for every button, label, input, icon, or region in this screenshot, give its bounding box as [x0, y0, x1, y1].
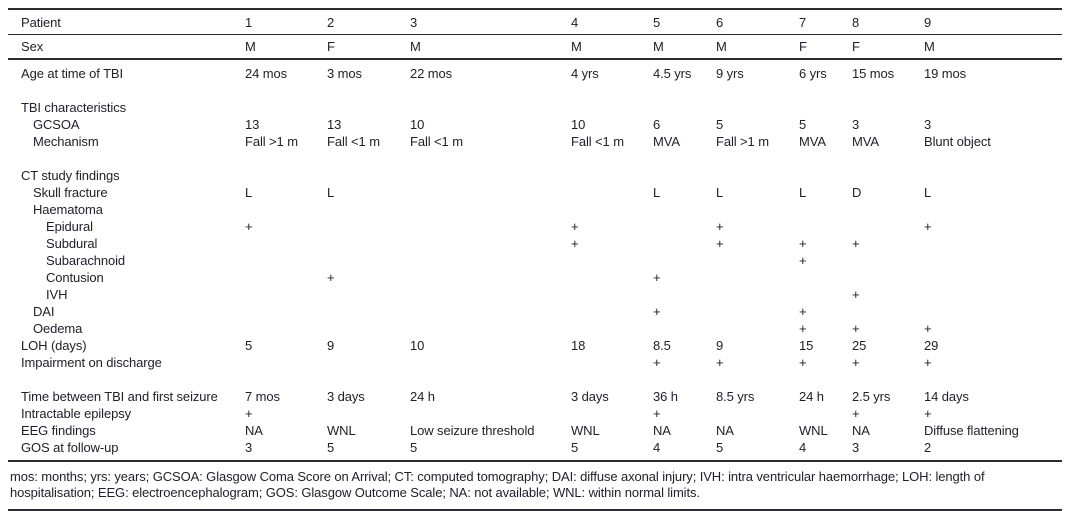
cell-value: [327, 303, 410, 320]
cell-value: +: [852, 236, 860, 251]
cell-value: 4.5 yrs: [653, 66, 692, 81]
table-row: [8, 354, 1062, 371]
cell-value: [653, 99, 716, 116]
cell-value: +: [799, 321, 807, 336]
cell-value: [327, 167, 410, 184]
cell-value: [924, 235, 1062, 252]
cell-value: [716, 167, 799, 184]
table-row: [8, 388, 1062, 405]
cell-value: F: [799, 35, 852, 60]
cell-value: [410, 235, 571, 252]
cell-value: [852, 201, 924, 218]
table-row: [8, 269, 1062, 286]
cell-value: [327, 320, 410, 337]
cell-value: [410, 167, 571, 184]
cell-value: +: [653, 270, 661, 285]
cell-value: [327, 286, 410, 303]
cell-value: [653, 320, 716, 337]
cell-value: [410, 201, 571, 218]
cell-value: [852, 252, 924, 269]
cell-value: 9 yrs: [716, 66, 744, 81]
cell-value: 8.5: [653, 338, 671, 353]
cell-value: +: [924, 355, 932, 370]
row-label: TBI characteristics: [21, 100, 127, 115]
table-body: [8, 59, 1062, 461]
cell-value: F: [852, 35, 924, 60]
cell-value: +: [924, 406, 932, 421]
cell-value: +: [799, 253, 807, 268]
cell-value: [852, 167, 924, 184]
cell-value: 24 h: [410, 389, 435, 404]
row-label: Intractable epilepsy: [21, 406, 132, 421]
cell-value: L: [653, 185, 661, 200]
cell-value: 36 h: [653, 389, 678, 404]
cell-value: M: [653, 35, 716, 60]
cell-value: [716, 269, 799, 286]
row-label: Mechanism: [33, 134, 99, 149]
cell-value: L: [245, 185, 253, 200]
cell-value: [245, 320, 327, 337]
cell-value: 2: [924, 440, 932, 455]
cell-value: 13: [245, 117, 260, 132]
table-row: [8, 439, 1062, 461]
cell-value: Diffuse flattening: [924, 423, 1019, 438]
cell-value: [653, 235, 716, 252]
cell-value: 4 yrs: [571, 66, 599, 81]
table-row: [8, 337, 1062, 354]
cell-value: 3: [410, 9, 571, 35]
table-row: [8, 167, 1062, 184]
table-row: [8, 133, 1062, 150]
row-label: DAI: [33, 304, 55, 319]
cell-value: [716, 405, 799, 422]
cell-value: [245, 99, 327, 116]
cell-value: 3: [852, 117, 860, 132]
cell-value: [653, 167, 716, 184]
row-label: LOH (days): [21, 338, 87, 353]
cell-value: [924, 99, 1062, 116]
cell-value: 8.5 yrs: [716, 389, 755, 404]
cell-value: +: [716, 236, 724, 251]
cell-value: 7: [799, 9, 852, 35]
cell-value: 10: [410, 117, 425, 132]
cell-value: 6: [653, 117, 661, 132]
table-row: [8, 405, 1062, 422]
cell-value: [924, 286, 1062, 303]
cell-value: [327, 218, 410, 235]
cell-value: M: [571, 35, 653, 60]
cell-value: [924, 201, 1062, 218]
cell-value: 2: [327, 9, 410, 35]
cell-value: 5: [245, 338, 253, 353]
cell-value: 1: [245, 9, 327, 35]
cell-value: M: [924, 35, 1062, 60]
cell-value: +: [924, 321, 932, 336]
cell-value: [410, 286, 571, 303]
cell-value: 10: [571, 117, 586, 132]
cell-value: 3 days: [327, 389, 365, 404]
table-row: [8, 35, 1062, 60]
spacer-row: [8, 150, 1062, 167]
cell-value: NA: [716, 423, 734, 438]
cell-value: +: [245, 406, 253, 421]
cell-value: [410, 99, 571, 116]
cell-value: [924, 167, 1062, 184]
cell-value: [571, 303, 653, 320]
cell-value: 18: [571, 338, 586, 353]
cell-value: +: [653, 355, 661, 370]
row-label: IVH: [46, 287, 68, 302]
cell-value: 5: [653, 9, 716, 35]
table-row: [8, 116, 1062, 133]
cell-value: [571, 252, 653, 269]
cell-value: [924, 252, 1062, 269]
cell-value: Blunt object: [924, 134, 991, 149]
cell-value: [571, 167, 653, 184]
cell-value: MVA: [799, 134, 826, 149]
cell-value: Fall <1 m: [327, 134, 380, 149]
cell-value: +: [571, 219, 579, 234]
cell-value: 15: [799, 338, 814, 353]
cell-value: [245, 269, 327, 286]
cell-value: 6: [716, 9, 799, 35]
cell-value: [327, 252, 410, 269]
cell-value: 5: [327, 440, 335, 455]
row-label: Epidural: [46, 219, 93, 234]
cell-value: 5: [571, 440, 579, 455]
cell-value: 3: [924, 117, 932, 132]
row-label: Oedema: [33, 321, 83, 336]
cell-value: [571, 320, 653, 337]
cell-value: [571, 184, 653, 201]
table-row: [8, 218, 1062, 235]
cell-value: [245, 167, 327, 184]
cell-value: [245, 286, 327, 303]
cell-value: 9: [716, 338, 724, 353]
cell-value: [852, 99, 924, 116]
cell-value: [410, 184, 571, 201]
cell-value: 4: [653, 440, 661, 455]
cell-value: MVA: [653, 134, 680, 149]
cell-value: [799, 405, 852, 422]
row-label: Subarachnoid: [46, 253, 126, 268]
cell-value: 6 yrs: [799, 66, 827, 81]
cell-value: 5: [716, 117, 724, 132]
table-row: [8, 286, 1062, 303]
cell-value: 14 days: [924, 389, 969, 404]
patient-table: [8, 8, 1062, 462]
row-label: EEG findings: [21, 423, 96, 438]
cell-value: [571, 269, 653, 286]
spacer-cell: [8, 371, 1062, 388]
table-row: [8, 99, 1062, 116]
cell-value: 4: [571, 9, 653, 35]
cell-value: +: [799, 355, 807, 370]
cell-value: 5: [799, 117, 807, 132]
cell-value: L: [924, 185, 932, 200]
cell-value: [852, 218, 924, 235]
table-row: [8, 252, 1062, 269]
row-label: Skull fracture: [33, 185, 108, 200]
cell-value: 22 mos: [410, 66, 453, 81]
cell-value: 3 mos: [327, 66, 362, 81]
cell-value: [571, 354, 653, 371]
cell-value: +: [245, 219, 253, 234]
cell-value: [571, 405, 653, 422]
cell-value: +: [852, 355, 860, 370]
cell-value: Fall <1 m: [571, 134, 624, 149]
table-footnote: mos: months; yrs: years; GCSOA: Glasgow Coma Score on Arrival; CT: computed tomography; DAI: diffuse axonal injury; IVH: intra ventricular haemorrhage; LOH: length of hospitalisation; EEG: electroencephalogram; GOS: Glasgow Outcome Scale; NA: not available; WNL: within normal limits.: [8, 469, 1062, 511]
cell-value: 5: [716, 440, 724, 455]
cell-value: NA: [245, 423, 263, 438]
cell-value: [245, 235, 327, 252]
cell-value: 8: [852, 9, 924, 35]
cell-value: 4: [799, 440, 807, 455]
cell-value: [410, 269, 571, 286]
spacer-row: [8, 371, 1062, 388]
cell-value: [653, 218, 716, 235]
cell-value: [653, 252, 716, 269]
table-row: [8, 303, 1062, 320]
cell-value: NA: [852, 423, 870, 438]
cell-value: [799, 218, 852, 235]
spacer-row: [8, 82, 1062, 99]
cell-value: L: [716, 185, 724, 200]
cell-value: 25: [852, 338, 867, 353]
cell-value: [799, 99, 852, 116]
row-label: Subdural: [46, 236, 98, 251]
cell-value: +: [852, 321, 860, 336]
cell-value: +: [653, 406, 661, 421]
cell-value: [571, 286, 653, 303]
cell-value: [245, 201, 327, 218]
cell-value: 13: [327, 117, 342, 132]
cell-value: 3: [245, 440, 253, 455]
cell-value: [327, 235, 410, 252]
row-label: Sex: [8, 35, 245, 60]
cell-value: NA: [653, 423, 671, 438]
cell-value: [653, 286, 716, 303]
cell-value: 2.5 yrs: [852, 389, 891, 404]
cell-value: [852, 303, 924, 320]
cell-value: [571, 99, 653, 116]
cell-value: M: [245, 35, 327, 60]
cell-value: 5: [410, 440, 418, 455]
cell-value: F: [327, 35, 410, 60]
table-row: [8, 201, 1062, 218]
cell-value: [327, 201, 410, 218]
cell-value: [852, 269, 924, 286]
row-label: Time between TBI and first seizure: [21, 389, 218, 404]
cell-value: [653, 201, 716, 218]
cell-value: [410, 252, 571, 269]
row-label: Haematoma: [33, 202, 103, 217]
cell-value: [716, 286, 799, 303]
table-row: [8, 9, 1062, 35]
cell-value: WNL: [571, 423, 600, 438]
cell-value: [924, 269, 1062, 286]
row-label: GOS at follow-up: [21, 440, 119, 455]
table-row: [8, 59, 1062, 82]
spacer-cell: [8, 150, 1062, 167]
cell-value: 24 h: [799, 389, 824, 404]
cell-value: +: [799, 236, 807, 251]
cell-value: Fall >1 m: [245, 134, 298, 149]
cell-value: Low seizure threshold: [410, 423, 535, 438]
cell-value: D: [852, 185, 862, 200]
table-row: [8, 184, 1062, 201]
cell-value: [716, 99, 799, 116]
row-label: Contusion: [46, 270, 104, 285]
cell-value: +: [852, 287, 860, 302]
table-row: [8, 320, 1062, 337]
cell-value: [799, 201, 852, 218]
cell-value: +: [653, 304, 661, 319]
cell-value: 7 mos: [245, 389, 280, 404]
cell-value: [410, 218, 571, 235]
cell-value: [716, 320, 799, 337]
cell-value: [410, 320, 571, 337]
cell-value: 15 mos: [852, 66, 895, 81]
cell-value: 10: [410, 338, 425, 353]
cell-value: [799, 269, 852, 286]
cell-value: [410, 303, 571, 320]
cell-value: [716, 201, 799, 218]
table-row: [8, 235, 1062, 252]
table-head: [8, 9, 1062, 59]
cell-value: Fall <1 m: [410, 134, 463, 149]
cell-value: WNL: [327, 423, 356, 438]
cell-value: M: [410, 35, 571, 60]
cell-value: [410, 354, 571, 371]
cell-value: M: [716, 35, 799, 60]
cell-value: MVA: [852, 134, 879, 149]
cell-value: 19 mos: [924, 66, 967, 81]
row-label: GCSOA: [33, 117, 80, 132]
cell-value: [410, 405, 571, 422]
cell-value: Fall >1 m: [716, 134, 769, 149]
cell-value: +: [852, 406, 860, 421]
row-label: Patient: [8, 9, 245, 35]
cell-value: +: [799, 304, 807, 319]
cell-value: [327, 354, 410, 371]
cell-value: WNL: [799, 423, 828, 438]
cell-value: [327, 99, 410, 116]
cell-value: 24 mos: [245, 66, 288, 81]
cell-value: [245, 252, 327, 269]
cell-value: [571, 201, 653, 218]
cell-value: +: [571, 236, 579, 251]
cell-value: [924, 303, 1062, 320]
cell-value: 3 days: [571, 389, 609, 404]
cell-value: +: [924, 219, 932, 234]
cell-value: [799, 167, 852, 184]
cell-value: 9: [924, 9, 1062, 35]
cell-value: +: [716, 219, 724, 234]
cell-value: [716, 303, 799, 320]
cell-value: L: [327, 185, 335, 200]
cell-value: L: [799, 185, 807, 200]
cell-value: [799, 286, 852, 303]
row-label: Age at time of TBI: [21, 66, 124, 81]
cell-value: 9: [327, 338, 335, 353]
cell-value: 3: [852, 440, 860, 455]
cell-value: [716, 252, 799, 269]
cell-value: [327, 405, 410, 422]
row-label: CT study findings: [21, 168, 120, 183]
table-row: [8, 422, 1062, 439]
cell-value: [245, 354, 327, 371]
cell-value: +: [716, 355, 724, 370]
cell-value: +: [327, 270, 335, 285]
row-label: Impairment on discharge: [21, 355, 162, 370]
cell-value: 29: [924, 338, 939, 353]
spacer-cell: [8, 82, 1062, 99]
cell-value: [245, 303, 327, 320]
